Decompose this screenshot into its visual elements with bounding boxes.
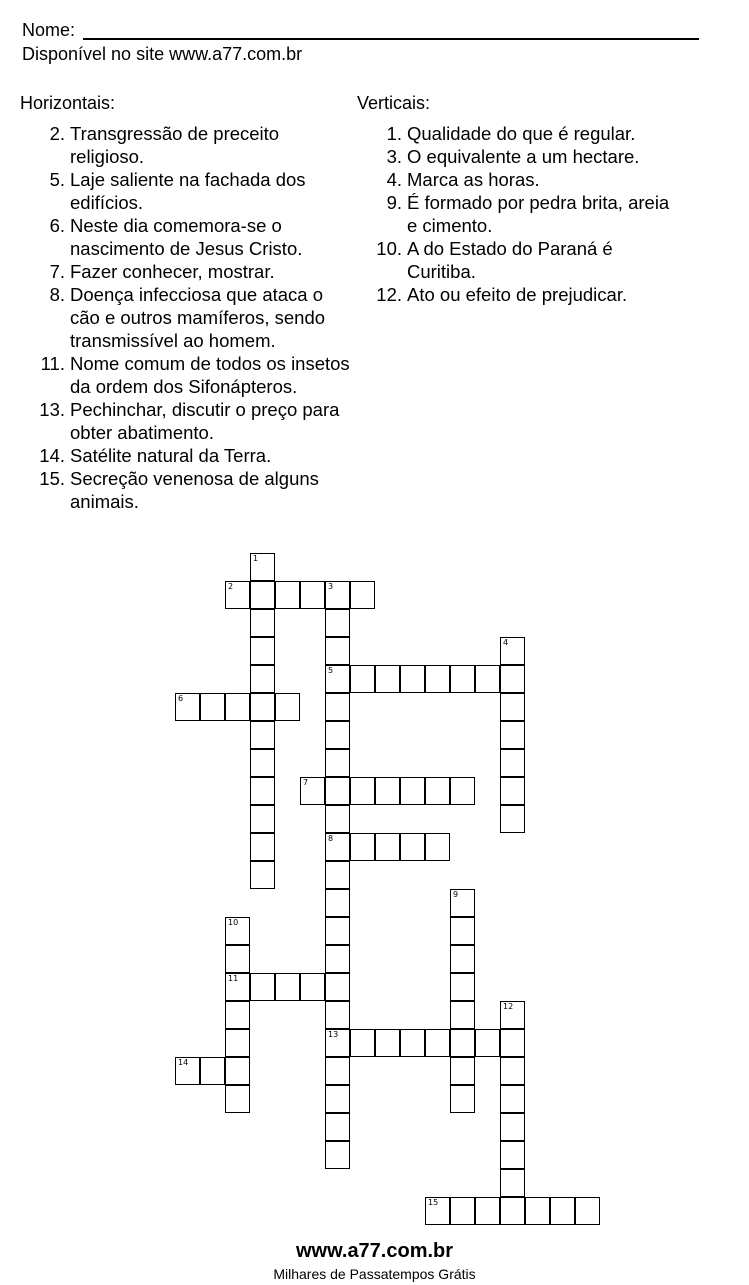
cell-number: 8 xyxy=(328,834,334,843)
clue-text: A do Estado do Paraná é Curitiba. xyxy=(407,238,613,282)
grid-cell[interactable] xyxy=(450,1085,475,1113)
grid-cell[interactable] xyxy=(225,1001,250,1029)
clue-item xyxy=(357,237,677,283)
clue-item xyxy=(357,283,677,306)
grid-cell[interactable] xyxy=(350,1029,375,1057)
grid-cell[interactable] xyxy=(300,777,325,805)
grid-cell[interactable] xyxy=(325,1085,350,1113)
grid-cell[interactable] xyxy=(350,777,375,805)
grid-cell[interactable] xyxy=(325,833,350,861)
grid-cell[interactable] xyxy=(475,1197,500,1225)
grid-cell[interactable] xyxy=(350,665,375,693)
clue-text: Qualidade do que é regular. xyxy=(407,123,636,144)
clue-number: 3. xyxy=(386,146,402,167)
grid-cell[interactable] xyxy=(325,777,350,805)
grid-cell[interactable] xyxy=(500,1029,525,1057)
grid-cell[interactable] xyxy=(450,1001,475,1029)
grid-cell[interactable] xyxy=(325,637,350,665)
grid-cell[interactable] xyxy=(325,721,350,749)
grid-cell[interactable] xyxy=(550,1197,575,1225)
grid-cell[interactable] xyxy=(225,1057,250,1085)
grid-cell[interactable] xyxy=(375,1029,400,1057)
grid-cell[interactable] xyxy=(325,1057,350,1085)
grid-cell[interactable] xyxy=(325,1029,350,1057)
grid-cell[interactable] xyxy=(250,805,275,833)
grid-cell[interactable] xyxy=(325,1141,350,1169)
grid-cell[interactable] xyxy=(325,609,350,637)
clue-number: 13. xyxy=(39,399,65,420)
grid-cell[interactable] xyxy=(400,665,425,693)
clue-text: Satélite natural da Terra. xyxy=(70,445,272,466)
grid-cell[interactable] xyxy=(500,1169,525,1197)
clue-number: 8. xyxy=(49,284,65,305)
grid-cell[interactable] xyxy=(425,777,450,805)
clue-item xyxy=(20,122,350,168)
clue-text: Ato ou efeito de prejudicar. xyxy=(407,284,628,305)
grid-cell[interactable] xyxy=(325,1001,350,1029)
grid-cell[interactable] xyxy=(225,973,250,1001)
grid-cell[interactable] xyxy=(250,861,275,889)
grid-cell[interactable] xyxy=(325,581,350,609)
clue-number: 7. xyxy=(49,261,65,282)
grid-cell[interactable] xyxy=(500,693,525,721)
clue-number: 2. xyxy=(49,123,65,144)
grid-cell[interactable] xyxy=(450,973,475,1001)
cell-number: 5 xyxy=(328,666,334,675)
clue-number: 15. xyxy=(39,468,65,489)
grid-cell[interactable] xyxy=(300,973,325,1001)
grid-cell[interactable] xyxy=(325,945,350,973)
grid-cell[interactable] xyxy=(325,665,350,693)
clue-number: 1. xyxy=(386,123,402,144)
grid-cell[interactable] xyxy=(350,833,375,861)
grid-cell[interactable] xyxy=(250,973,275,1001)
name-label: Nome: xyxy=(22,20,76,40)
grid-cell[interactable] xyxy=(225,917,250,945)
clue-number: 9. xyxy=(386,192,402,213)
grid-cell[interactable] xyxy=(225,1029,250,1057)
horizontal-clue-list xyxy=(20,122,350,513)
footer-tagline: Milhares de Passatempos Grátis xyxy=(273,1266,476,1282)
grid-cell[interactable] xyxy=(425,833,450,861)
clue-number: 11. xyxy=(40,353,65,374)
grid-cell[interactable] xyxy=(500,1141,525,1169)
clue-item xyxy=(20,214,350,260)
clue-item xyxy=(357,122,677,145)
clue-item xyxy=(20,283,350,352)
grid-cell[interactable] xyxy=(325,1113,350,1141)
grid-cell[interactable] xyxy=(375,777,400,805)
grid-cell[interactable] xyxy=(500,1001,525,1029)
grid-cell[interactable] xyxy=(250,581,275,609)
cell-number: 11 xyxy=(228,974,239,983)
vertical-title: Verticais: xyxy=(357,93,431,113)
grid-cell[interactable] xyxy=(575,1197,600,1225)
site-line: Disponível no site www.a77.com.br xyxy=(22,44,303,64)
clue-text: É formado por pedra brita, areia e cimento. xyxy=(407,192,670,236)
clue-item xyxy=(20,260,350,283)
grid-cell[interactable] xyxy=(325,861,350,889)
grid-cell[interactable] xyxy=(225,693,250,721)
clue-item xyxy=(20,467,350,513)
grid-cell[interactable] xyxy=(400,777,425,805)
grid-cell[interactable] xyxy=(500,721,525,749)
grid-cell[interactable] xyxy=(225,581,250,609)
clue-text: Doença infecciosa que ataca o cão e outros mamíferos, sendo transmissível ao homem. xyxy=(70,284,326,351)
clue-text: O equivalente a um hectare. xyxy=(407,146,640,167)
grid-cell[interactable] xyxy=(500,805,525,833)
grid-cell[interactable] xyxy=(500,1113,525,1141)
grid-cell[interactable] xyxy=(425,665,450,693)
clue-text: Laje saliente na fachada dos edifícios. xyxy=(70,169,306,213)
clue-text: Secreção venenosa de alguns animais. xyxy=(70,468,319,512)
footer-url: www.a77.com.br xyxy=(295,1240,454,1262)
clue-item xyxy=(20,352,350,398)
grid-cell[interactable] xyxy=(325,889,350,917)
cell-number: 7 xyxy=(303,778,309,787)
cell-number: 9 xyxy=(453,890,459,899)
grid-cell[interactable] xyxy=(450,1197,475,1225)
clue-text: Pechinchar, discutir o preço para obter abatimento. xyxy=(70,399,340,443)
grid-cell[interactable] xyxy=(175,1057,200,1085)
grid-cell[interactable] xyxy=(500,749,525,777)
grid-cell[interactable] xyxy=(525,1197,550,1225)
grid-cell[interactable] xyxy=(250,749,275,777)
grid-cell[interactable] xyxy=(450,945,475,973)
grid-cell[interactable] xyxy=(325,693,350,721)
clue-number: 10. xyxy=(376,238,402,259)
grid-cell[interactable] xyxy=(200,1057,225,1085)
cell-number: 10 xyxy=(228,918,239,927)
grid-cell[interactable] xyxy=(250,721,275,749)
name-field-line[interactable] xyxy=(83,38,699,40)
clue-text: Fazer conhecer, mostrar. xyxy=(70,261,275,282)
cell-number: 4 xyxy=(503,638,509,647)
clue-item xyxy=(20,444,350,467)
grid-cell[interactable] xyxy=(375,833,400,861)
vertical-clue-list xyxy=(357,122,677,306)
grid-cell[interactable] xyxy=(450,1057,475,1085)
grid-cell[interactable] xyxy=(375,665,400,693)
grid-cell[interactable] xyxy=(400,1029,425,1057)
grid-cell[interactable] xyxy=(450,917,475,945)
clue-number: 14. xyxy=(39,445,65,466)
grid-cell[interactable] xyxy=(250,777,275,805)
grid-cell[interactable] xyxy=(425,1197,450,1225)
grid-cell[interactable] xyxy=(275,581,300,609)
grid-cell[interactable] xyxy=(325,805,350,833)
clue-item xyxy=(357,145,677,168)
grid-cell[interactable] xyxy=(425,1029,450,1057)
clue-item xyxy=(357,191,677,237)
clue-item xyxy=(357,168,677,191)
clue-number: 5. xyxy=(49,169,65,190)
cell-number: 15 xyxy=(428,1198,439,1207)
clue-number: 12. xyxy=(376,284,402,305)
grid-cell[interactable] xyxy=(250,637,275,665)
grid-cell[interactable] xyxy=(450,665,475,693)
grid-cell[interactable] xyxy=(500,777,525,805)
clue-text: Nome comum de todos os insetos da ordem dos Sifonápteros. xyxy=(70,353,350,397)
clue-number: 4. xyxy=(386,169,402,190)
grid-cell[interactable] xyxy=(500,1057,525,1085)
grid-cell[interactable] xyxy=(500,1197,525,1225)
grid-cell[interactable] xyxy=(500,665,525,693)
grid-cell[interactable] xyxy=(275,973,300,1001)
cell-number: 2 xyxy=(228,582,234,591)
grid-cell[interactable] xyxy=(250,833,275,861)
grid-cell[interactable] xyxy=(475,1029,500,1057)
grid-cell[interactable] xyxy=(350,581,375,609)
grid-cell[interactable] xyxy=(300,581,325,609)
grid-cell[interactable] xyxy=(225,945,250,973)
clue-item xyxy=(20,398,350,444)
cell-number: 3 xyxy=(328,582,334,591)
grid-cell[interactable] xyxy=(250,609,275,637)
clue-text: Transgressão de preceito religioso. xyxy=(70,123,280,167)
cell-number: 6 xyxy=(178,694,184,703)
grid-cell[interactable] xyxy=(475,665,500,693)
grid-cell[interactable] xyxy=(400,833,425,861)
grid-cell[interactable] xyxy=(250,553,275,581)
grid-cell[interactable] xyxy=(450,889,475,917)
clue-item xyxy=(20,168,350,214)
grid-cell[interactable] xyxy=(225,1085,250,1113)
grid-cell[interactable] xyxy=(500,637,525,665)
grid-cell[interactable] xyxy=(275,693,300,721)
grid-cell[interactable] xyxy=(500,1085,525,1113)
cell-number: 1 xyxy=(253,554,259,563)
grid-cell[interactable] xyxy=(175,693,200,721)
grid-cell[interactable] xyxy=(200,693,225,721)
grid-cell[interactable] xyxy=(325,749,350,777)
horizontal-title: Horizontais: xyxy=(20,93,116,113)
grid-cell[interactable] xyxy=(325,917,350,945)
grid-cell[interactable] xyxy=(450,777,475,805)
cell-number: 13 xyxy=(328,1030,339,1039)
grid-cell[interactable] xyxy=(250,693,275,721)
grid-cell[interactable] xyxy=(325,973,350,1001)
grid-cell[interactable] xyxy=(250,665,275,693)
clue-text: Neste dia comemora-se o nascimento de Jesus Cristo. xyxy=(70,215,303,259)
cell-number: 14 xyxy=(178,1058,189,1067)
grid-cell[interactable] xyxy=(450,1029,475,1057)
clue-number: 6. xyxy=(49,215,65,236)
clue-text: Marca as horas. xyxy=(407,169,540,190)
cell-number: 12 xyxy=(503,1002,514,1011)
